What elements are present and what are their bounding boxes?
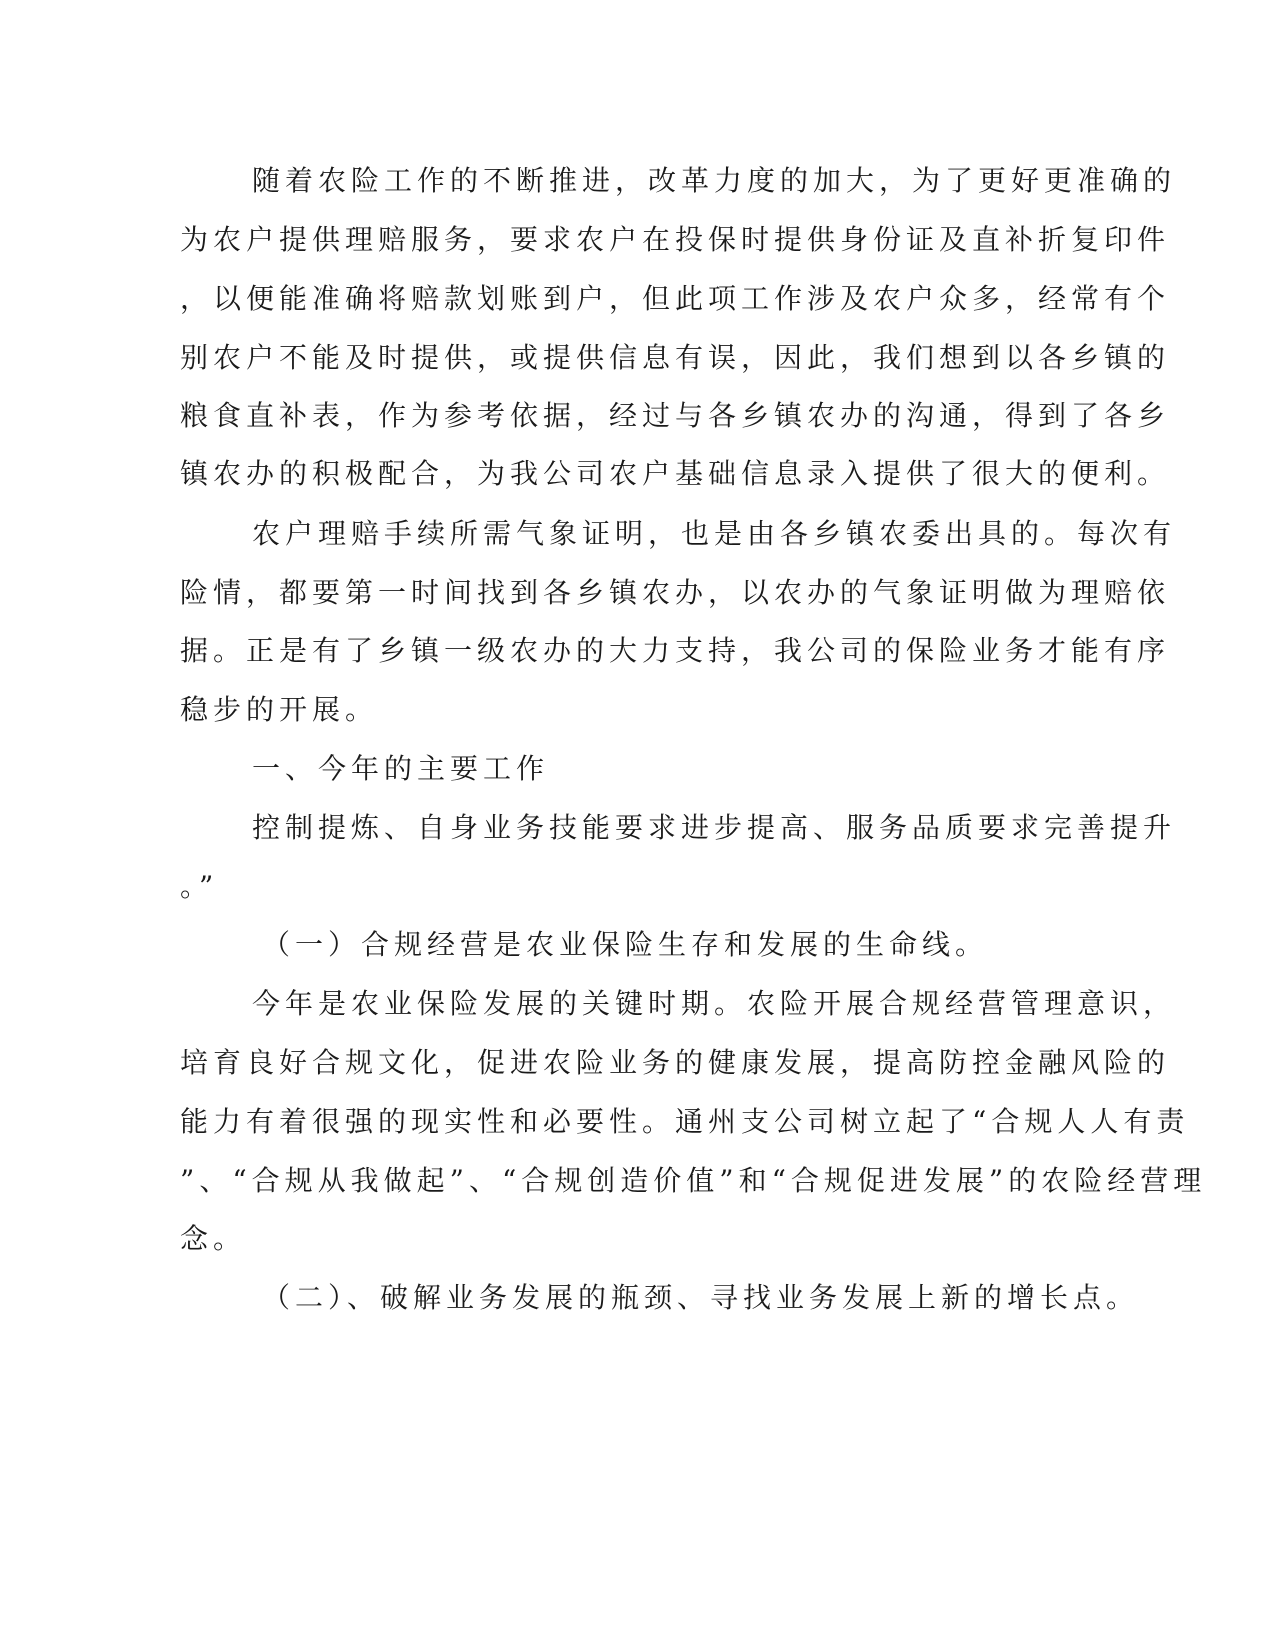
text-line: 为农户提供理赔服务，要求农户在投保时提供身份证及直补折复印件	[180, 223, 1171, 256]
text-line: 别农户不能及时提供，或提供信息有误，因此，我们想到以各乡镇的	[180, 341, 1171, 374]
text-line: 险情，都要第一时间找到各乡镇农办，以农办的气象证明做为理赔依	[180, 576, 1171, 609]
text-line: 能力有着很强的现实性和必要性。通州支公司树立起了“合规人人有责	[180, 1105, 1190, 1138]
text-line: 稳步的开展。	[180, 693, 379, 726]
text-line: 农户理赔手续所需气象证明，也是由各乡镇农委出具的。每次有	[252, 517, 1177, 550]
text-line: 粮食直补表，作为参考依据，经过与各乡镇农办的沟通，得到了各乡	[180, 399, 1171, 432]
text-line: 念。	[180, 1222, 247, 1255]
text-line: 据。正是有了乡镇一级农办的大力支持，我公司的保险业务才能有序	[180, 634, 1171, 667]
text-line: 控制提炼、自身业务技能要求进步提高、服务品质要求完善提升	[252, 811, 1177, 844]
text-line: 镇农办的积极配合，为我公司农户基础信息录入提供了很大的便利。	[180, 457, 1171, 490]
section-heading: 一、今年的主要工作	[252, 752, 550, 785]
text-line: 。”	[180, 870, 219, 903]
text-line: 培育良好合规文化，促进农险业务的健康发展，提高防控金融风险的	[180, 1046, 1171, 1079]
text-line: 随着农险工作的不断推进，改革力度的加大，为了更好更准确的	[252, 164, 1177, 197]
text-line: ”、“合规从我做起”、“合规创造价值”和“合规促进发展”的农险经营理	[180, 1164, 1207, 1197]
text-line: ，以便能准确将赔款划账到户，但此项工作涉及农户众多，经常有个	[180, 282, 1171, 315]
text-line: 今年是农业保险发展的关键时期。农险开展合规经营管理意识，	[252, 987, 1177, 1020]
subsection-heading: （二）、破解业务发展的瓶颈、寻找业务发展上新的增长点。	[262, 1281, 1140, 1314]
subsection-heading: （一）合规经营是农业保险生存和发展的生命线。	[262, 928, 989, 961]
